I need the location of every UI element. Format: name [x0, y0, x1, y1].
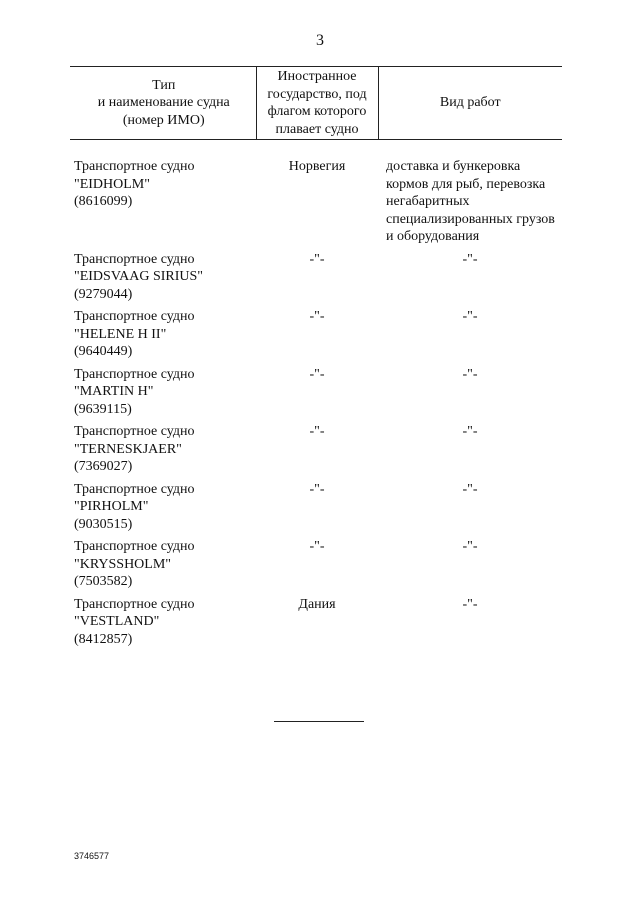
work-type-cell: -"-	[462, 424, 478, 439]
vessel-name: "KRYSSHOLM"	[74, 556, 172, 572]
table-row	[70, 140, 562, 251]
vessel-cell	[70, 140, 256, 251]
vessel-cell	[70, 481, 256, 539]
header-flag-line: флагом которого	[267, 104, 367, 119]
table-row	[70, 366, 562, 424]
vessel-imo: (9279044)	[74, 286, 133, 302]
flag-state-cell: -"-	[309, 366, 325, 382]
vessel-type: Транспортное судно	[74, 251, 195, 267]
flag-state-cell: -"-	[309, 309, 325, 324]
flag-state-cell: -"-	[309, 539, 325, 554]
end-rule	[274, 721, 364, 722]
work-type-cell: -"-	[462, 366, 478, 382]
vessel-type: Транспортное судно	[74, 366, 195, 382]
header-flag-line: Иностранное	[277, 69, 357, 84]
vessel-name: "EIDSVAAG SIRIUS"	[74, 269, 204, 284]
header-row	[70, 67, 562, 140]
vessel-type: Транспортное судно	[74, 596, 195, 612]
work-type-cell: доставка и бункеровка кормов для рыб, перевозка негабаритных специализированных грузов и оборудования	[386, 159, 555, 244]
table-row	[70, 481, 562, 539]
header-vessel	[70, 67, 256, 140]
header-work-line: Вид работ	[439, 95, 501, 111]
vessel-cell	[70, 308, 256, 366]
table-row	[70, 538, 562, 596]
vessel-imo: (7369027)	[74, 459, 133, 474]
flag-state-cell: -"-	[309, 424, 325, 439]
flag-state-cell: -"-	[309, 251, 325, 267]
vessel-imo: (9030515)	[74, 516, 133, 532]
vessel-type: Транспортное судно	[74, 481, 195, 497]
header-vessel-line: (номер ИМО)	[122, 112, 205, 128]
vessel-name: "EIDHOLM"	[74, 176, 150, 192]
header-vessel-line: и наименование судна	[97, 95, 230, 111]
vessel-name: "TERNESKJAER"	[74, 441, 182, 457]
vessel-imo: (7503582)	[74, 574, 133, 589]
vessel-cell	[70, 538, 256, 596]
vessels-table	[70, 66, 562, 653]
vessel-type: Транспортное судно	[74, 424, 195, 439]
vessel-cell	[70, 596, 256, 654]
flag-state-cell: Дания	[298, 596, 336, 612]
page-number: 3	[316, 32, 324, 49]
work-type-cell: -"-	[462, 309, 478, 324]
work-type-cell: -"-	[462, 539, 478, 554]
vessel-type: Транспортное судно	[74, 159, 195, 174]
vessel-type: Транспортное судно	[74, 309, 195, 324]
table-row	[70, 423, 562, 481]
header-flag-line: государство, под	[267, 86, 367, 102]
vessel-name: "VESTLAND"	[74, 614, 160, 629]
vessel-cell	[70, 423, 256, 481]
work-type-cell: -"-	[462, 251, 478, 267]
table-row	[70, 251, 562, 309]
header-flag-line: плавает судно	[275, 121, 359, 137]
work-type-cell: -"-	[462, 481, 478, 497]
table-body	[70, 140, 562, 654]
document-code: 3746577	[74, 851, 110, 861]
table-row	[70, 308, 562, 366]
work-type-cell: -"-	[462, 596, 478, 612]
table-row	[70, 596, 562, 654]
header-work-type	[378, 67, 562, 140]
vessel-cell	[70, 366, 256, 424]
vessel-type: Транспортное судно	[74, 539, 195, 554]
table-header	[70, 67, 562, 140]
flag-state-cell: -"-	[309, 481, 325, 497]
vessel-imo: (8412857)	[74, 631, 133, 647]
vessel-imo: (9639115)	[74, 401, 132, 417]
vessel-cell	[70, 251, 256, 309]
header-vessel-line: Тип	[152, 77, 176, 93]
vessel-imo: (9640449)	[74, 344, 133, 359]
vessel-name: "MARTIN H"	[74, 384, 154, 399]
vessel-name: "HELENE H II"	[74, 326, 167, 342]
header-flag-state	[256, 67, 378, 140]
vessel-imo: (8616099)	[74, 194, 133, 209]
flag-state-cell: Норвегия	[288, 159, 346, 174]
vessel-name: "PIRHOLM"	[74, 499, 149, 514]
